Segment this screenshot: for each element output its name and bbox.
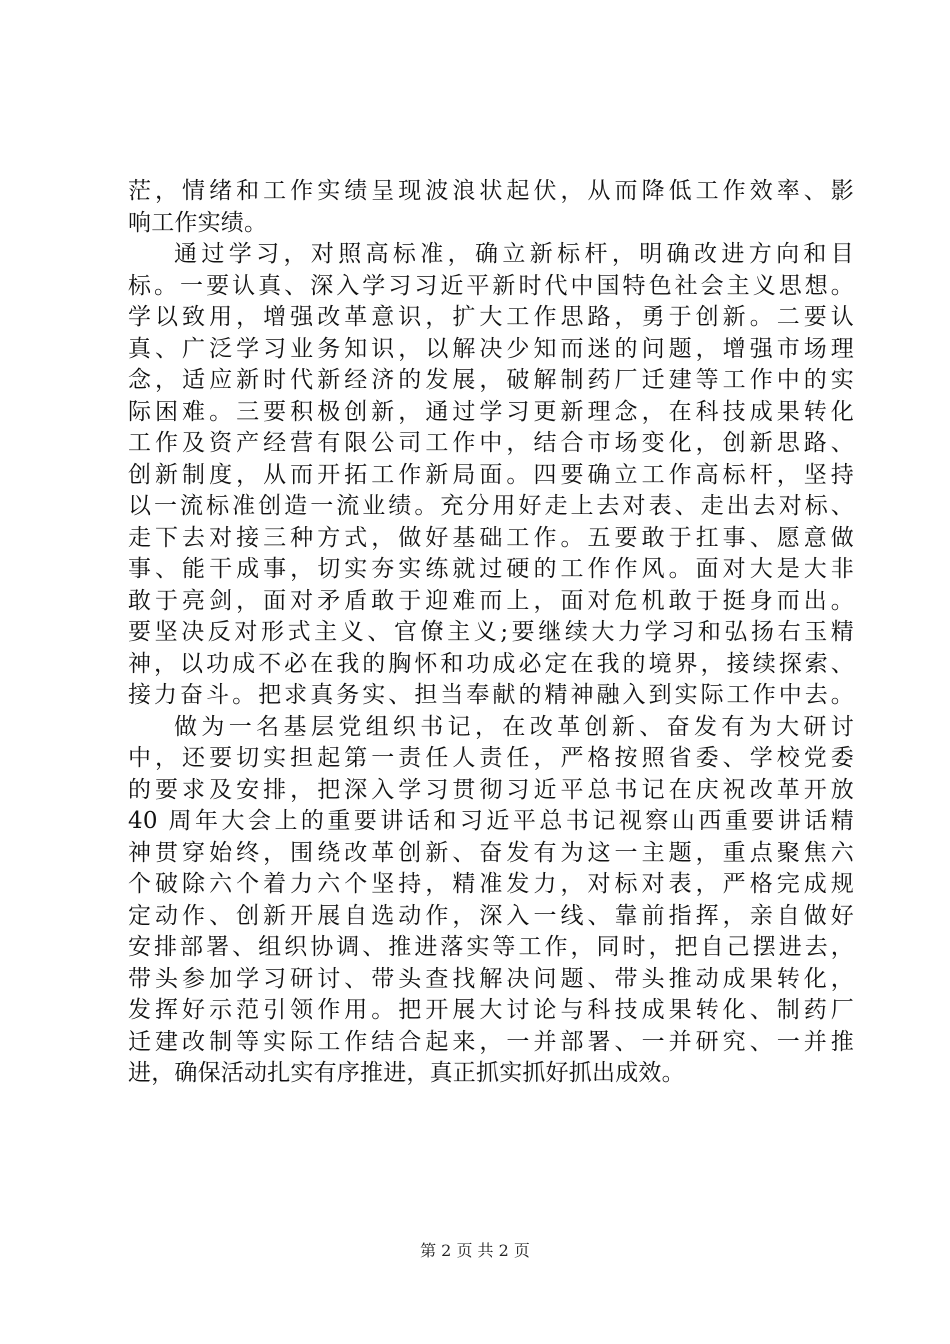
text-line: 神贯穿始终，围绕改革创新、奋发有为这一主题，重点聚焦六 (128, 839, 854, 866)
paragraph-first-line: 通过学习，对照高标准，确立新标杆，明确改进方向和目 (174, 241, 854, 267)
text-line: 事、能干成事，切实夯实练就过硬的工作作风。面对大是大非 (128, 556, 854, 582)
text-line: 念，适应新时代新经济的发展，破解制药厂迁建等工作中的实 (128, 367, 854, 393)
text-line: 中，还要切实担起第一责任人责任，严格按照省委、学校党委 (128, 745, 854, 771)
text-line: 标。一要认真、深入学习习近平新时代中国特色社会主义思想。 (128, 272, 854, 299)
text-line: 际困难。三要积极创新，通过学习更新理念，在科技成果转化 (128, 398, 854, 425)
text-line: 以一流标准创造一流业绩。充分用好走上去对表、走出去对标、 (128, 493, 854, 519)
text-line: 个破除六个着力六个坚持，精准发力，对标对表，严格完成规 (128, 871, 854, 897)
text-line: 学以致用，增强改革意识，扩大工作思路，勇于创新。二要认 (128, 304, 854, 330)
text-line: 的要求及安排，把深入学习贯彻习近平总书记在庆祝改革开放 (128, 776, 854, 803)
document-body (128, 176, 854, 1090)
text-line: 真、广泛学习业务知识，以解决少知而迷的问题，增强市场理 (128, 335, 854, 362)
paragraph-first-line: 做为一名基层党组织书记，在改革创新、奋发有为大研讨 (174, 713, 854, 740)
text-line: 茫，情绪和工作实绩呈现波浪状起伏，从而降低工作效率、影 (128, 178, 854, 204)
text-line: 安排部署、组织协调、推进落实等工作，同时，把自己摆进去， (128, 934, 854, 960)
page-footer: 第 2 页 共 2 页 (420, 1241, 530, 1260)
text-line: 发挥好示范引领作用。把开展大讨论与科技成果转化、制药厂 (128, 997, 854, 1023)
text-line: 接力奋斗。把求真务实、担当奉献的精神融入到实际工作中去。 (128, 682, 854, 708)
text-line: 40 周年大会上的重要讲话和习近平总书记视察山西重要讲话精 (128, 808, 854, 834)
text-line: 神，以功成不必在我的胸怀和功成必定在我的境界，接续探索、 (128, 650, 854, 677)
text-line: 走下去对接三种方式，做好基础工作。五要敢于扛事、愿意做 (128, 524, 854, 551)
text-line: 定动作、创新开展自选动作，深入一线、靠前指挥，亲自做好 (128, 902, 854, 929)
text-line: 工作及资产经营有限公司工作中，结合市场变化，创新思路、 (128, 430, 854, 456)
text-line: 迁建改制等实际工作结合起来，一并部署、一并研究、一并推 (128, 1028, 854, 1055)
text-line: 带头参加学习研讨、带头查找解决问题、带头推动成果转化， (128, 965, 854, 992)
text-line: 创新制度，从而开拓工作新局面。四要确立工作高标杆，坚持 (128, 461, 854, 488)
text-line: 响工作实绩。 (128, 209, 268, 236)
text-line: 敢于亮剑，面对矛盾敢于迎难而上，面对危机敢于挺身而出。 (128, 587, 854, 614)
text-line: 要坚决反对形式主义、官僚主义;要继续大力学习和弘扬右玉精 (128, 619, 854, 645)
text-line: 进，确保活动扎实有序推进，真正抓实抓好抓出成效。 (128, 1060, 685, 1086)
